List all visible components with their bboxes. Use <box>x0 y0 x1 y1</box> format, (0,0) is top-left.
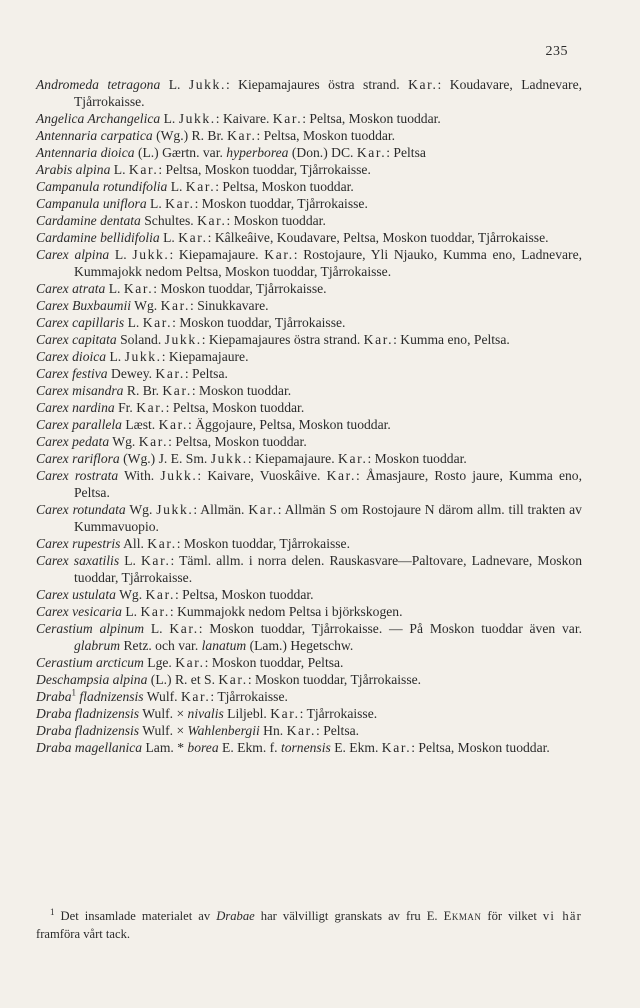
entry-text: Læst. <box>121 417 159 432</box>
species-entry <box>36 331 582 348</box>
species-entry <box>36 416 582 433</box>
entry-text: : Moskon tuoddar, Peltsa. <box>204 655 344 670</box>
species-name: Campanula uniflora <box>36 196 147 211</box>
species-name-part: glabrum <box>74 638 121 653</box>
entry-text: E. Ekm. f. <box>218 740 281 755</box>
entry-text: E. Ekm. <box>330 740 382 755</box>
species-entry <box>36 654 582 671</box>
entry-text: : Sinukkavare. <box>190 298 269 313</box>
species-name: Antennaria carpatica <box>36 128 153 143</box>
area-abbrev: Kar. <box>128 162 159 177</box>
entry-text: Liljebl. <box>223 706 271 721</box>
entry-text: L. <box>119 553 142 568</box>
species-entry <box>36 433 582 450</box>
species-entry <box>36 127 582 144</box>
entry-text: : Kiepamajaures östra strand. <box>201 332 364 347</box>
entry-text: Wg. <box>125 502 157 517</box>
species-name: Carex dioica <box>36 349 107 364</box>
entry-text: : Koudavare, Ladnevare, Tjårrokaisse. <box>74 77 583 109</box>
entry-text: : Tjårrokaisse. <box>210 689 288 704</box>
species-name-part: Wahlenbergii <box>187 723 260 738</box>
species-entry <box>36 586 582 603</box>
entry-text: : Kâlkeâive, Koudavare, Peltsa, Moskon tuoddar, Tjårrokaisse. <box>207 230 549 245</box>
area-abbrev: Kar. <box>185 179 216 194</box>
entry-text: (Lam.) Hegetschw. <box>246 638 354 653</box>
footnote-genus: Drabae <box>216 908 255 923</box>
species-entry <box>36 178 582 195</box>
entry-text: All. <box>120 536 148 551</box>
species-name: Campanula rotundifolia <box>36 179 168 194</box>
species-entry <box>36 620 582 654</box>
species-name-part: hyperborea <box>226 145 289 160</box>
species-entry <box>36 399 582 416</box>
entry-text: L. <box>144 621 170 636</box>
species-name: Carex rotundata <box>36 502 126 517</box>
entry-text: Dewey. <box>107 366 156 381</box>
entry-text: Wulf. × <box>139 706 188 721</box>
species-name: Draba fladnizensis <box>36 723 140 738</box>
species-name: Cerastium arcticum <box>36 655 144 670</box>
entry-text: : Moskon tuoddar, Tjårrokaisse. <box>153 281 327 296</box>
entry-text: : Kummajokk nedom Peltsa i björkskogen. <box>169 604 403 619</box>
area-abbrev: Kar. <box>175 655 205 670</box>
species-name-part: lanatum <box>201 638 247 653</box>
footnote-person: Ekman <box>443 908 482 923</box>
species-entry <box>36 688 582 705</box>
entry-text: Wulf. <box>143 689 181 704</box>
species-name: Carex alpina <box>36 247 110 262</box>
entry-text: L. <box>124 315 143 330</box>
species-entry <box>36 110 582 127</box>
entry-text: : Åmasjaure, Rosto jaure, Kumma eno, Peltsa. <box>74 468 582 500</box>
area-abbrev: Kar. <box>356 145 387 160</box>
entry-text: : Peltsa, Moskon tuoddar. <box>302 111 441 126</box>
entry-text: : Kumma eno, Peltsa. <box>393 332 510 347</box>
area-abbrev: Kar. <box>326 468 357 483</box>
species-entry <box>36 450 582 467</box>
species-entry <box>36 76 582 110</box>
entry-text: L. <box>167 179 186 194</box>
area-abbrev: Kar. <box>272 111 303 126</box>
area-abbrev: Kar. <box>180 689 211 704</box>
area-abbrev: Kar. <box>408 77 438 92</box>
entry-text: : Moskon tuoddar, Tjårrokaisse. <box>247 672 422 687</box>
entry-text: (L.) Gærtn. var. <box>134 145 227 160</box>
entry-text: L. <box>146 196 166 211</box>
species-name: Carex rostrata <box>36 468 119 483</box>
entry-text: : Peltsa, Moskon tuoddar. <box>174 587 314 602</box>
species-name: Arabis alpina <box>36 162 111 177</box>
entry-text: L. <box>160 111 179 126</box>
entry-text: L. <box>109 247 133 262</box>
entry-text: : Kiepamajaure. <box>169 247 265 262</box>
species-entry <box>36 212 582 229</box>
species-entry <box>36 535 582 552</box>
species-name: Angelica Archangelica <box>36 111 161 126</box>
species-name: Cerastium alpinum <box>36 621 145 636</box>
entry-text: : Rostojaure, Yli Njauko, Kumma eno, Ladnevare, Kummajokk nedom Peltsa, Moskon tuoddar, Tjårrokaisse. <box>74 247 582 279</box>
area-abbrev: Kar. <box>264 247 294 262</box>
species-name: Draba fladnizensis <box>36 706 140 721</box>
species-name: Carex Buxbaumii <box>36 298 132 313</box>
area-abbrev: Kar. <box>155 366 185 381</box>
species-entry <box>36 280 582 297</box>
area-abbrev: Jukk. <box>164 332 202 347</box>
species-name: Carex pedata <box>36 434 110 449</box>
footnote-text-4: framföra vårt tack. <box>36 926 131 941</box>
area-abbrev: Kar. <box>270 706 300 721</box>
entry-text: Retz. och var. <box>120 638 202 653</box>
entry-text: : Täml. allm. i norra delen. Rauskasvare—Paltovare, Ladnevare, Moskon tuoddar, Tjårrokaisse. <box>74 553 582 585</box>
species-name: Carex misandra <box>36 383 124 398</box>
entry-text: L. <box>160 77 189 92</box>
species-name: Carex capillaris <box>36 315 125 330</box>
entry-text: : Peltsa <box>386 145 426 160</box>
entry-text: Soland. <box>116 332 165 347</box>
species-name: Carex ustulata <box>36 587 116 602</box>
species-entry <box>36 382 582 399</box>
species-entry <box>36 705 582 722</box>
footnote-ref: 1 <box>71 687 76 698</box>
entry-text: : Moskon tuoddar. <box>226 213 326 228</box>
area-abbrev: Kar. <box>363 332 394 347</box>
entry-text: : Allmän S om Rostojaure N därom allm. till trakten av Kummavuopio. <box>74 502 582 534</box>
species-entry <box>36 195 582 212</box>
area-abbrev: Kar. <box>162 383 192 398</box>
species-name: Carex vesicaria <box>36 604 122 619</box>
area-abbrev: Kar. <box>140 604 170 619</box>
species-name: Draba magellanica <box>36 740 143 755</box>
area-abbrev: Kar. <box>145 587 175 602</box>
entry-text: Fr. <box>114 400 137 415</box>
entry-text: : Äggojaure, Peltsa, Moskon tuoddar. <box>188 417 391 432</box>
entry-text: Wg. <box>131 298 161 313</box>
entry-text: : Peltsa, Moskon tuoddar. <box>256 128 396 143</box>
entry-text: Schultes. <box>140 213 198 228</box>
area-abbrev: Kar. <box>141 553 171 568</box>
entry-text: Lam. * <box>142 740 188 755</box>
species-name: Deschampsia alpina <box>36 672 148 687</box>
entry-text: L. <box>106 349 125 364</box>
area-abbrev: Kar. <box>123 281 154 296</box>
footnote <box>36 907 582 943</box>
entry-text: L. <box>121 604 141 619</box>
species-list <box>36 76 582 756</box>
area-abbrev: Kar. <box>178 230 208 245</box>
area-abbrev: Kar. <box>381 740 412 755</box>
entry-text: : Moskon tuoddar. <box>367 451 467 466</box>
species-name-part: nivalis <box>187 706 224 721</box>
species-name: Carex parallela <box>36 417 122 432</box>
species-name-part: fladnizensis <box>76 689 144 704</box>
entry-text: (Don.) DC. <box>288 145 357 160</box>
area-abbrev: Jukk. <box>160 468 198 483</box>
entry-text: L. <box>110 162 129 177</box>
species-name: Carex festiva <box>36 366 108 381</box>
footnote-text-1: Det insamlade materialet av <box>54 908 217 923</box>
species-name: Carex saxatilis <box>36 553 120 568</box>
entry-text: Lge. <box>143 655 176 670</box>
entry-text: : Kiepamajaure. <box>247 451 339 466</box>
species-entry <box>36 739 582 756</box>
footnote-text-3: för vilket <box>481 908 543 923</box>
entry-text: : Peltsa. <box>184 366 228 381</box>
area-abbrev: Jukk. <box>124 349 162 364</box>
species-entry <box>36 229 582 246</box>
species-name: Carex rariflora <box>36 451 120 466</box>
area-abbrev: Kar. <box>160 298 191 313</box>
species-name-part: tornensis <box>280 740 331 755</box>
area-abbrev: Kar. <box>169 621 199 636</box>
footnote-mark: 1 <box>50 906 55 917</box>
species-entry <box>36 297 582 314</box>
entry-text: : Tjårrokaisse. <box>299 706 378 721</box>
footnote-text-2: har välvilligt granskats av fru E. <box>254 908 444 923</box>
area-abbrev: Kar. <box>165 196 195 211</box>
entry-text: : Peltsa, Moskon tuoddar, Tjårrokaisse. <box>158 162 371 177</box>
species-name: Carex capitata <box>36 332 117 347</box>
area-abbrev: Kar. <box>227 128 257 143</box>
species-entry <box>36 161 582 178</box>
species-entry <box>36 671 582 688</box>
species-name: Carex rupestris <box>36 536 121 551</box>
entry-text: : Peltsa, Moskon tuoddar. <box>411 740 550 755</box>
area-abbrev: Jukk. <box>210 451 248 466</box>
species-name: Draba <box>36 689 72 704</box>
species-name: Cardamine bellidifolia <box>36 230 160 245</box>
entry-text: Wulf. × <box>139 723 188 738</box>
entry-text: : Peltsa, Moskon tuoddar. <box>165 400 305 415</box>
area-abbrev: Kar. <box>142 315 173 330</box>
species-entry <box>36 501 582 535</box>
entry-text: : Kaivare. <box>215 111 273 126</box>
species-entry <box>36 467 582 501</box>
entry-text: : Kiepamajaure. <box>161 349 249 364</box>
species-entry <box>36 314 582 331</box>
entry-text: (L.) R. et S. <box>147 672 219 687</box>
entry-text: : Moskon tuoddar. <box>191 383 292 398</box>
entry-text: : Moskon tuoddar, Tjårrokaisse. — På Moskon tuoddar även var. <box>198 621 582 636</box>
entry-text: L. <box>159 230 179 245</box>
footnote-spaced: vi här <box>542 908 583 923</box>
area-abbrev: Kar. <box>338 451 368 466</box>
entry-text: Wg. <box>115 587 146 602</box>
area-abbrev: Kar. <box>248 502 278 517</box>
species-entry <box>36 144 582 161</box>
area-abbrev: Kar. <box>158 417 189 432</box>
entry-text: : Peltsa, Moskon tuoddar. <box>168 434 307 449</box>
entry-text: With. <box>118 468 161 483</box>
entry-text: : Kiepamajaures östra strand. <box>225 77 409 92</box>
species-name: Cardamine dentata <box>36 213 141 228</box>
entry-text: Wg. <box>109 434 139 449</box>
area-abbrev: Jukk. <box>188 77 226 92</box>
entry-text: (Wg.) R. Br. <box>152 128 228 143</box>
area-abbrev: Kar. <box>286 723 317 738</box>
area-abbrev: Kar. <box>147 536 177 551</box>
entry-text: : Moskon tuoddar, Tjårrokaisse. <box>176 536 350 551</box>
species-name: Carex atrata <box>36 281 106 296</box>
area-abbrev: Jukk. <box>132 247 170 262</box>
entry-text: : Peltsa, Moskon tuoddar. <box>215 179 354 194</box>
entry-text: Hn. <box>259 723 287 738</box>
area-abbrev: Jukk. <box>178 111 216 126</box>
species-entry <box>36 552 582 586</box>
species-entry <box>36 722 582 739</box>
area-abbrev: Jukk. <box>156 502 194 517</box>
entry-text: : Kaivare, Vuoskâive. <box>197 468 327 483</box>
species-entry <box>36 365 582 382</box>
area-abbrev: Kar. <box>138 434 169 449</box>
species-name: Carex nardina <box>36 400 115 415</box>
area-abbrev: Kar. <box>136 400 166 415</box>
entry-text: : Peltsa. <box>316 723 360 738</box>
species-entry <box>36 348 582 365</box>
entry-text: : Moskon tuoddar, Tjårrokaisse. <box>172 315 346 330</box>
species-name: Antennaria dioica <box>36 145 135 160</box>
entry-text: (Wg.) J. E. Sm. <box>119 451 211 466</box>
species-name-part: borea <box>187 740 219 755</box>
species-entry <box>36 603 582 620</box>
species-entry <box>36 246 582 280</box>
page-number: 235 <box>545 44 568 59</box>
area-abbrev: Kar. <box>197 213 227 228</box>
entry-text: : Moskon tuoddar, Tjårrokaisse. <box>194 196 368 211</box>
entry-text: : Allmän. <box>193 502 249 517</box>
entry-text: R. Br. <box>123 383 163 398</box>
species-name: Andromeda tetragona <box>36 77 161 92</box>
entry-text: L. <box>105 281 124 296</box>
area-abbrev: Kar. <box>218 672 248 687</box>
